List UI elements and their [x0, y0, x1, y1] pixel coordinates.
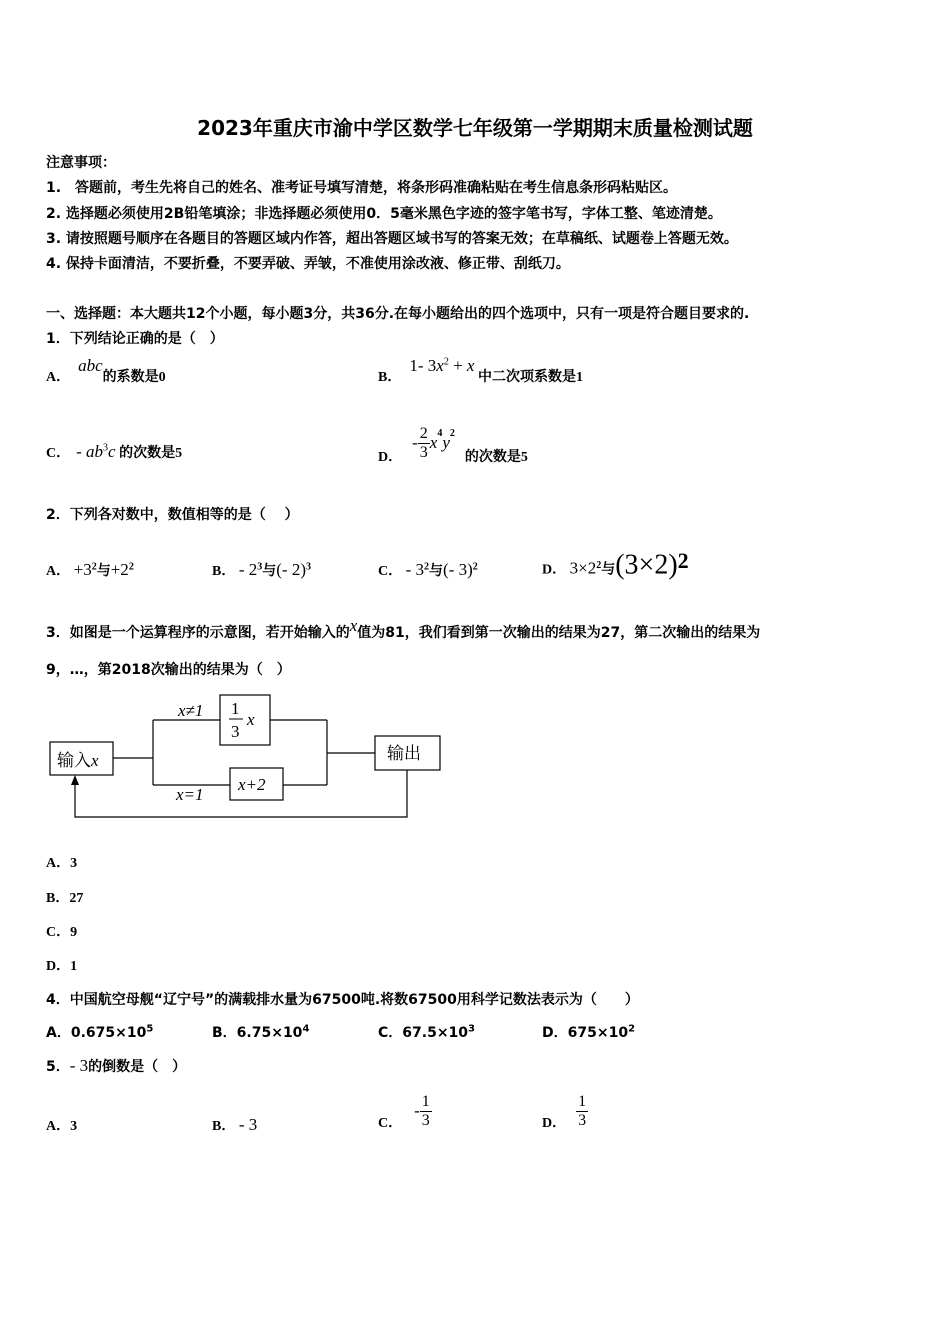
q4-option-c — [378, 1022, 475, 1042]
option-value: 0.675×10 — [70, 1025, 147, 1041]
question-4-stem: 4．中国航空母舰“辽宁号”的满载排水量为67500吨.将数67500用科学记数法表示为（ ） — [46, 992, 639, 1008]
yu-text: 与 — [601, 562, 616, 578]
math-part: +2 — [110, 560, 129, 579]
q5-option-c — [378, 1090, 432, 1132]
math-sup: 2 — [596, 560, 602, 571]
stem-text: 值为81，我们看到第一次输出的结果为27，第二次输出的结果为 — [357, 625, 761, 641]
yu-text: 与 — [262, 564, 277, 579]
option-label: C． — [378, 1116, 403, 1131]
math-sign: - — [412, 433, 418, 452]
option-label: D． — [46, 959, 71, 974]
math-sup: 2 — [443, 356, 449, 368]
math-part: - — [76, 442, 87, 461]
option-value: 27 — [69, 891, 84, 906]
option-text: 中二次项系数是1 — [477, 370, 583, 385]
option-value: 3 — [70, 1119, 78, 1134]
add-two-label: x+2 — [238, 775, 266, 794]
question-1-stem: 1．下列结论正确的是（ ） — [46, 331, 224, 347]
option-label: D． — [542, 1025, 568, 1041]
fraction-denominator: 3 — [231, 722, 240, 741]
fraction — [576, 1093, 588, 1130]
q4-option-d — [542, 1022, 635, 1042]
option-label: A． — [46, 564, 71, 579]
math-sup: 2 — [449, 428, 455, 439]
option-label: C． — [378, 1025, 403, 1041]
option-label: D． — [378, 450, 403, 465]
stem-text: 3．如图是一个运算程序的示意图，若开始输入的 — [46, 625, 350, 641]
math-sup: 3 — [306, 561, 311, 573]
condition-not-one: x≠1 — [178, 701, 204, 720]
yu-text: 与 — [96, 564, 111, 579]
option-value: 67.5×10 — [402, 1025, 469, 1041]
question-2-stem: 2．下列各对数中，数值相等的是（ ） — [46, 507, 299, 523]
note-item: 4. 保持卡面清洁，不要折叠，不要弄破、弄皱，不准使用涂改液、修正带、刮纸刀。 — [46, 256, 570, 272]
math-sup: 2 — [128, 561, 134, 573]
option-label: A． — [46, 1119, 71, 1134]
math-part: (- 2) — [276, 560, 306, 579]
q3-option-a — [46, 852, 77, 872]
math-sup: 2 — [677, 548, 689, 573]
math-part: y — [442, 433, 450, 452]
q3-option-d — [46, 955, 77, 975]
exponent: 5 — [146, 1023, 154, 1035]
option-label: B． — [212, 1119, 236, 1134]
math-sup: 2 — [424, 561, 430, 573]
denominator: 3 — [421, 1111, 430, 1129]
option-label: A． — [46, 1025, 71, 1041]
math-part: x — [466, 356, 475, 375]
q5-option-a — [46, 1115, 77, 1135]
denominator: 3 — [419, 443, 428, 461]
note-item: 3. 请按照题号顺序在各题目的答题区域内作答，超出答题区域书写的答案无效；在草稿纸、试题卷上答题无效。 — [46, 231, 738, 247]
yu-text: 与 — [429, 564, 444, 579]
q5-option-d — [542, 1090, 588, 1132]
option-label: D． — [542, 1116, 567, 1131]
fraction-var: x — [247, 710, 255, 729]
math-part: + — [448, 356, 467, 375]
fraction-numerator: 1 — [231, 699, 240, 718]
stem-text: 的倒数是（ ） — [88, 1059, 187, 1075]
math-part: +3 — [73, 560, 92, 579]
note-item: 1. 答题前，考生先将自己的姓名、准考证号填写清楚，将条形码准确粘贴在考生信息条形码粘贴区。 — [46, 180, 678, 196]
notes-heading: 注意事项： — [46, 155, 116, 171]
exponent: 3 — [468, 1023, 476, 1035]
option-text: 的次数是5 — [119, 446, 183, 461]
fraction — [420, 1093, 432, 1130]
option-value: 675×10 — [567, 1025, 629, 1041]
math-part: - 2 — [238, 560, 258, 579]
option-value: 9 — [70, 925, 78, 940]
math-sup: 3 — [103, 442, 109, 454]
math-sup: 2 — [472, 561, 478, 573]
option-value: 3 — [70, 856, 78, 871]
option-label: B． — [378, 370, 402, 385]
output-label: 输出 — [387, 744, 421, 763]
exponent: 4 — [302, 1023, 310, 1035]
option-value: 6.75×10 — [236, 1025, 303, 1041]
numerator: 1 — [578, 1092, 587, 1110]
option-label: B． — [212, 1025, 237, 1041]
math-expr: abc — [78, 356, 103, 375]
option-label: C． — [378, 564, 403, 579]
page-title: 2023年重庆市渝中学区数学七年级第一学期期末质量检测试题 — [197, 116, 753, 140]
option-value: 1 — [70, 959, 78, 974]
math-expr: - 3 — [69, 1056, 89, 1075]
math-sup: 4 — [437, 428, 443, 439]
divide-box — [220, 695, 270, 745]
option-label: B． — [46, 891, 70, 906]
math-part: 3×2 — [569, 558, 597, 578]
math-part: x — [436, 356, 444, 375]
math-part: x — [429, 433, 438, 452]
exponent: 2 — [628, 1023, 636, 1035]
math-var: x — [349, 616, 358, 635]
option-label: A． — [46, 370, 71, 385]
math-part: ab — [86, 442, 104, 461]
math-sup: 3 — [257, 561, 263, 573]
option-text: 的次数是5 — [464, 450, 528, 465]
option-label: A． — [46, 856, 71, 871]
question-5-stem — [46, 1056, 186, 1076]
input-label: 输入x — [57, 751, 99, 770]
stem-text: 5． — [46, 1059, 70, 1075]
math-part: (3×2) — [615, 549, 678, 581]
option-value: - 3 — [238, 1115, 258, 1134]
math-part: c — [108, 442, 116, 461]
arrow-icon — [71, 775, 79, 785]
section-heading: 一、选择题：本大题共12个小题，每小题3分，共36分.在每小题给出的四个选项中，只有一项是符合题目要求的. — [46, 306, 750, 322]
q4-option-b — [212, 1022, 309, 1042]
question-3-stem-line2: 9，…，第2018次输出的结果为（ ） — [46, 662, 291, 678]
q4-option-a — [46, 1022, 153, 1042]
q5-option-b — [212, 1115, 257, 1135]
option-label: D． — [542, 562, 567, 578]
option-text: 的系数是0 — [102, 370, 166, 385]
numerator: 1 — [421, 1092, 430, 1110]
q3-option-b — [46, 887, 83, 907]
math-sign: - — [414, 1101, 420, 1120]
numerator: 2 — [419, 424, 428, 442]
math-part: (- 3) — [443, 560, 473, 579]
option-label: C． — [46, 925, 71, 940]
denominator: 3 — [578, 1111, 587, 1129]
math-part: 1- 3 — [409, 356, 437, 375]
q3-option-c — [46, 921, 77, 941]
note-item: 2. 选择题必须使用2B铅笔填涂；非选择题必须使用0．5毫米黑色字迹的签字笔书写，字体工整、笔迹清楚。 — [46, 206, 722, 222]
condition-equals-one: x=1 — [176, 785, 204, 804]
option-label: B． — [212, 564, 236, 579]
option-label: C． — [46, 446, 71, 461]
math-sup: 2 — [91, 561, 97, 573]
math-part: - 3 — [405, 560, 425, 579]
